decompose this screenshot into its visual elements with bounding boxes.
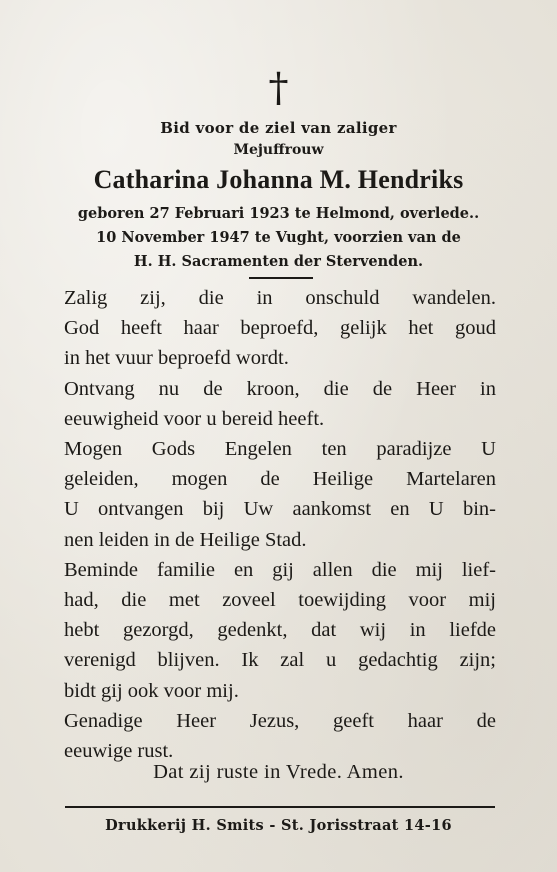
details-line-death: 10 November 1947 te Vught, voorzien van de — [96, 229, 461, 246]
life-details — [0, 202, 557, 274]
prayer-line: had, die met zoveel toewijding voor mij — [64, 589, 496, 612]
prayer-line: hebt gezorgd, gedenkt, dat wij in liefde — [64, 619, 496, 642]
bottom-divider — [65, 806, 495, 808]
prayer-line: eeuwigheid voor u bereid heeft. — [64, 407, 325, 430]
prayer-line: Beminde familie en gij allen die mij lief- — [64, 558, 496, 581]
honorific-title: Mejuffrouw — [233, 142, 324, 158]
prayer-line: verenigd blijven. Ik zal u gedachtig zijn; — [64, 649, 496, 672]
prayer-line: in het vuur beproefd wordt. — [64, 347, 289, 370]
prayer-line: Zalig zij, die in onschuld wandelen. — [64, 287, 496, 309]
prayer-line: nen leiden in de Heilige Stad. — [64, 528, 307, 551]
details-line-sacraments: H. H. Sacramenten der Stervenden. — [133, 253, 424, 270]
prayer-line: eeuwige rust. — [64, 740, 174, 763]
prayer-line: geleiden, mogen de Heilige Martelaren — [64, 468, 496, 491]
closing-line: Dat zij ruste in Vrede. Amen. — [153, 761, 404, 783]
details-line-birth: geboren 27 Februari 1923 te Helmond, overlede.. — [77, 205, 480, 222]
short-divider — [249, 277, 313, 279]
prayer-line: God heeft haar beproefd, gelijk het goud — [64, 317, 496, 340]
prayer-line: U ontvangen bij Uw aankomst en U bin- — [64, 498, 496, 521]
deceased-name: Catharina Johanna M. Hendriks — [93, 165, 464, 194]
cross-icon: † — [268, 65, 289, 111]
prayer-line: bidt gij ook voor mij. — [64, 679, 239, 702]
pray-line: Bid voor de ziel van zaliger — [160, 119, 397, 137]
prayer-line: Ontvang nu de kroon, die de Heer in — [64, 377, 496, 400]
prayer-line: Genadige Heer Jezus, geeft haar de — [64, 709, 496, 732]
prayer-line: Mogen Gods Engelen ten paradijze U — [64, 438, 496, 461]
prayer-text — [64, 283, 496, 766]
printer-imprint: Drukkerij H. Smits - St. Jorisstraat 14-16 — [105, 817, 452, 834]
